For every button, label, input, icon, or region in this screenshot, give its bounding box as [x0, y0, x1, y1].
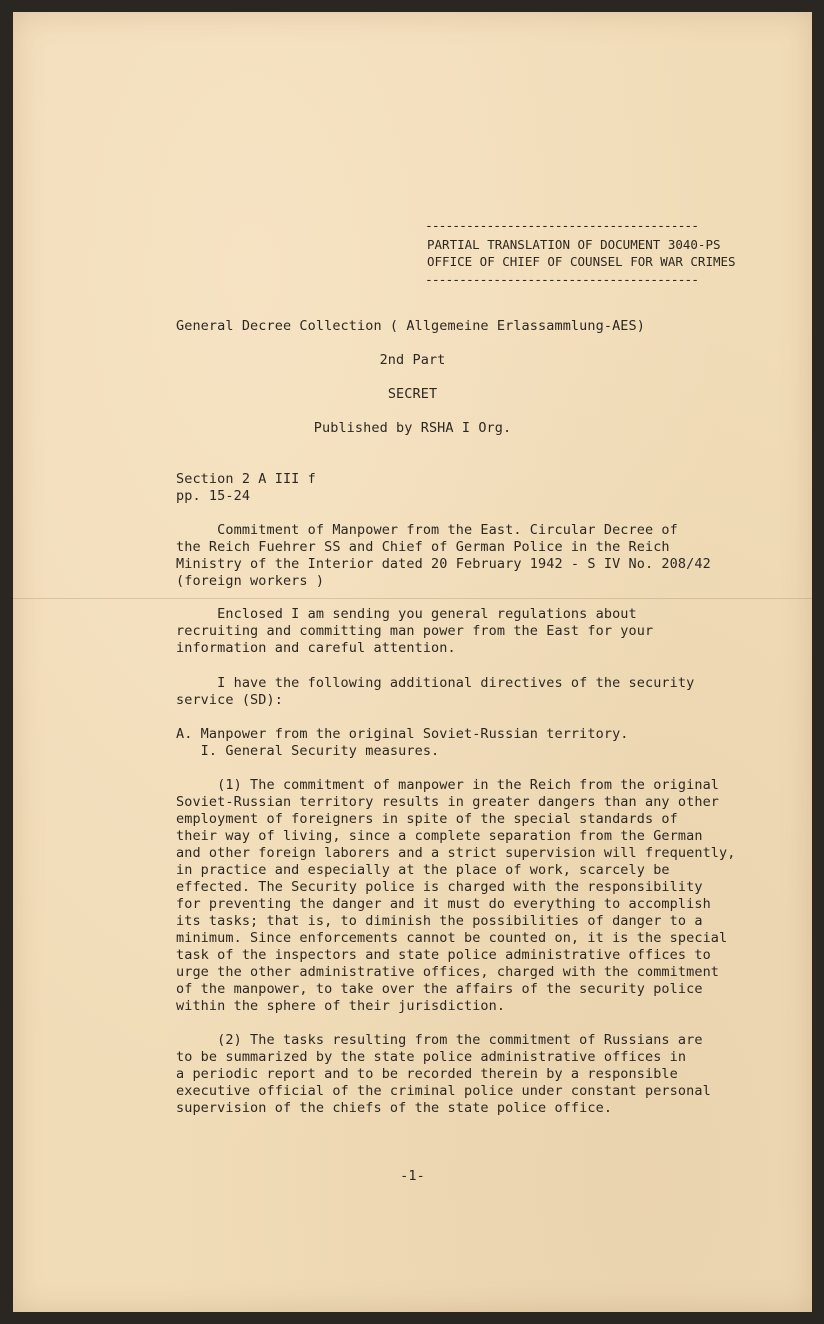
- classification-label: SECRET: [387, 386, 438, 402]
- point2-line-5: supervision of the chiefs of the state police office.: [176, 1100, 613, 1116]
- point2-line-2: to be summarized by the state police administrative offices in: [176, 1049, 687, 1065]
- intro-line-4: (foreign workers ): [176, 573, 325, 589]
- point2-line-1: (2) The tasks resulting from the commitment of Russians are: [176, 1032, 703, 1048]
- enclosed-line-2: recruiting and committing man power from the East for your: [176, 623, 654, 639]
- enclosed-line-1: Enclosed I am sending you general regulations about: [176, 606, 637, 622]
- point1-line-4: their way of living, since a complete separation from the German: [176, 828, 703, 844]
- point1-line-5: and other foreign laborers and a strict supervision will frequently,: [176, 845, 736, 861]
- point1-line-9: its tasks; that is, to diminish the possibilities of danger to a: [176, 913, 703, 929]
- point1-line-11: task of the inspectors and state police administrative offices to: [176, 947, 711, 963]
- directives-line-1: I have the following additional directives of the security: [176, 675, 695, 691]
- point2-line-3: a periodic report and to be recorded therein by a responsible: [176, 1066, 678, 1082]
- header-rule-top: ----------------------------------------: [425, 220, 699, 233]
- point1-line-14: within the sphere of their jurisdiction.: [176, 998, 506, 1014]
- intro-line-1: Commitment of Manpower from the East. Circular Decree of: [176, 522, 678, 538]
- header-line-2: OFFICE OF CHIEF OF COUNSEL FOR WAR CRIMES: [427, 254, 736, 269]
- point1-line-10: minimum. Since enforcements cannot be counted on, it is the special: [176, 930, 728, 946]
- paper-fold: [13, 598, 812, 599]
- directives-line-2: service (SD):: [176, 692, 283, 708]
- point1-line-8: for preventing the danger and it must do everything to accomplish: [176, 896, 711, 912]
- heading-a: A. Manpower from the original Soviet-Russian territory.: [176, 726, 629, 742]
- translation-header: [425, 220, 770, 287]
- point1-line-3: employment of foreigners in spite of the special standards of: [176, 811, 678, 827]
- publisher-line: Published by RSHA I Org.: [313, 420, 512, 436]
- point1-line-12: urge the other administrative offices, charged with the commitment: [176, 964, 720, 980]
- collection-title: General Decree Collection ( Allgemeine Erlassammlung-AES): [176, 318, 645, 334]
- header-rule-bottom: ----------------------------------------: [425, 274, 699, 287]
- point1-line-13: of the manpower, to take over the affairs of the security police: [176, 981, 703, 997]
- point1-line-2: Soviet-Russian territory results in greater dangers than any other: [176, 794, 720, 810]
- enclosed-line-3: information and careful attention.: [176, 640, 456, 656]
- point1-line-7: effected. The Security police is charged with the responsibility: [176, 879, 703, 895]
- point1-line-1: (1) The commitment of manpower in the Reich from the original: [176, 777, 720, 793]
- document-page: [13, 12, 812, 1312]
- intro-line-3: Ministry of the Interior dated 20 February 1942 - S IV No. 208/42: [176, 556, 711, 572]
- intro-line-2: the Reich Fuehrer SS and Chief of German Police in the Reich: [176, 539, 670, 555]
- page-number: -1-: [400, 1168, 425, 1184]
- point2-line-4: executive official of the criminal police under constant personal: [176, 1083, 711, 1099]
- section-ref-1: Section 2 A III f: [176, 471, 316, 487]
- part-label: 2nd Part: [379, 352, 446, 368]
- header-line-1: PARTIAL TRANSLATION OF DOCUMENT 3040-PS: [427, 237, 721, 252]
- point1-line-6: in practice and especially at the place of work, scarcely be: [176, 862, 670, 878]
- section-ref-2: pp. 15-24: [176, 488, 251, 504]
- heading-i: I. General Security measures.: [176, 743, 440, 759]
